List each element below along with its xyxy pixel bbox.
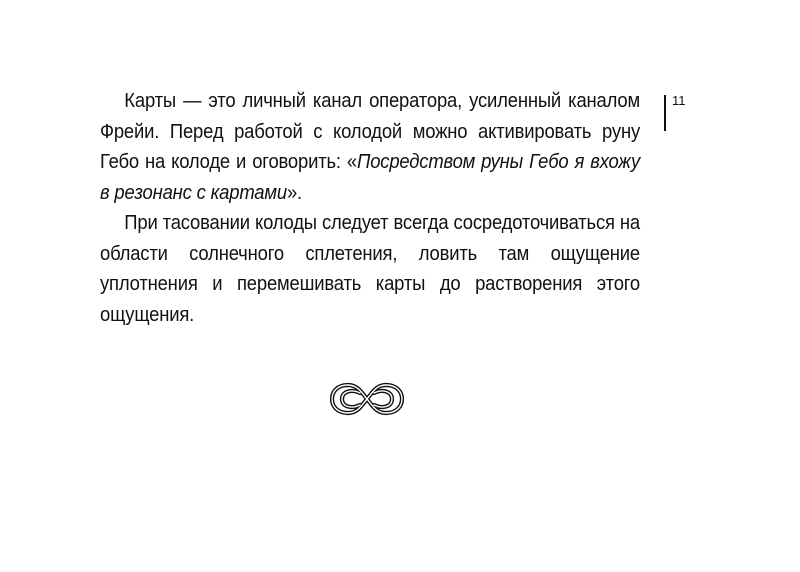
celtic-knot-icon [330,381,404,417]
body-text [100,86,640,330]
paragraph-1 [100,86,640,208]
paragraph-1-italic-phrase: Посредством руны Гебо я вхожу в резонанс с картами [100,150,640,204]
page-number-rule [664,95,666,131]
paragraph-1-start: Карты — это личный канал оператора, усиленный каналом Фрейи. Перед работой с колодой можно активировать руну Гебо на колоде и оговорить: « [100,89,641,173]
paragraph-1-end: ». [286,180,302,204]
paragraph-2: При тасовании колоды следует всегда сосредоточиваться на области солнечного сплетения, ловить там ощущение уплотнения и перемешивать карты до растворения этого ощущения. [100,211,641,326]
page-number: 11 [672,93,686,108]
